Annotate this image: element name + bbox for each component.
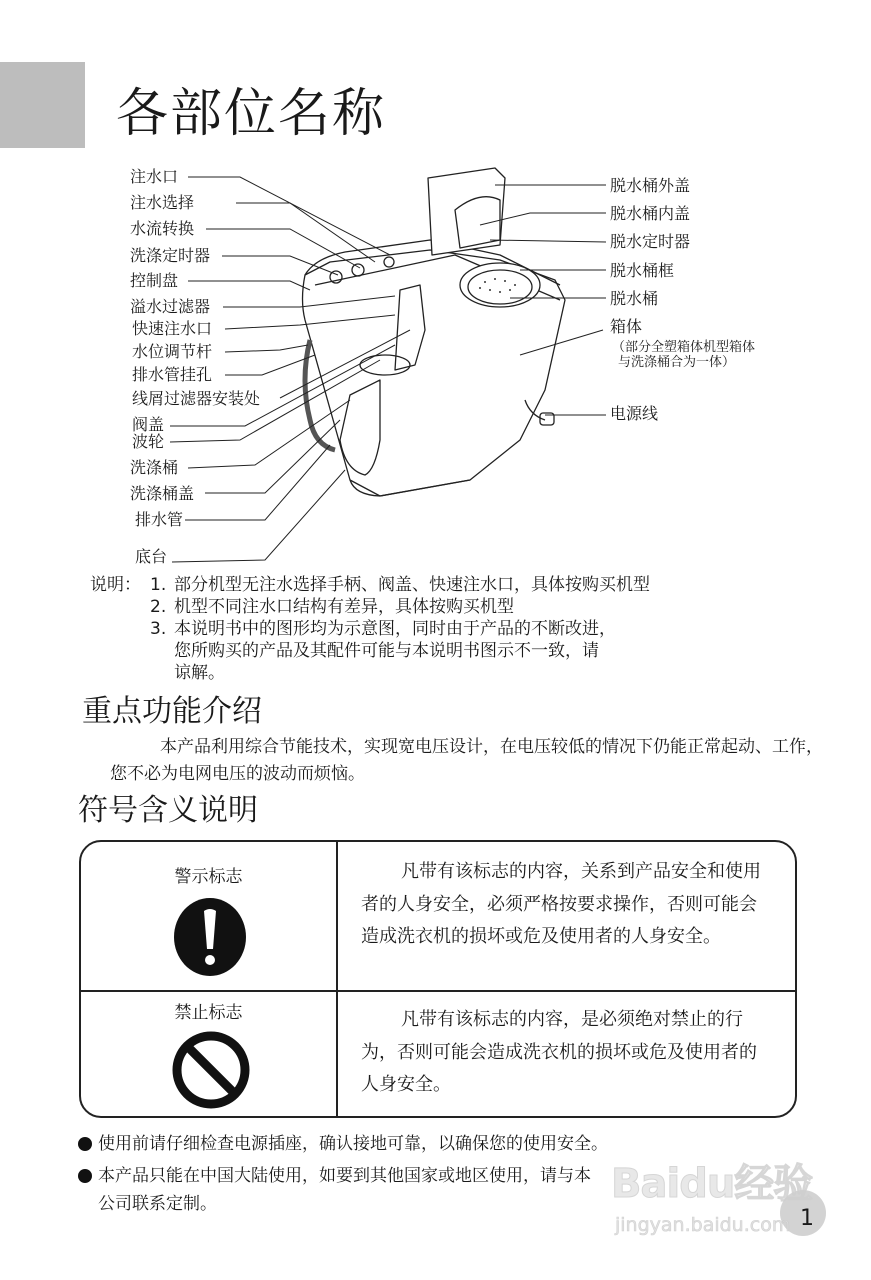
- note-text: 您所购买的产品及其配件可能与本说明书图示不一致，请: [174, 641, 599, 661]
- label-quick-inlet: 快速注水口: [132, 319, 213, 338]
- bullet-icon: [78, 1169, 92, 1183]
- label-pulsator: 波轮: [132, 432, 165, 451]
- symbol-description: 凡带有该标志的内容，关系到产品安全和使用者的人身安全，必须严格按要求操作，否则可能会造成洗衣机的损坏或危及使用者的人身安全。: [361, 861, 761, 947]
- baidu-watermark: [611, 1152, 831, 1252]
- bullet-icon: [78, 1137, 92, 1151]
- label-drain-hose: 排水管: [135, 510, 184, 529]
- label-spin-tub-frame: 脱水桶框: [610, 261, 675, 280]
- label-control-panel: 控制盘: [130, 271, 179, 290]
- symbols-heading: 符号含义说明: [78, 793, 258, 828]
- symbol-name: 警示标志: [174, 867, 243, 887]
- page-number: 1: [800, 1206, 814, 1231]
- features-body: 本产品利用综合节能技术，实现宽电压设计，在电压较低的情况下仍能正常起动、工作，您不必为电网电压的波动而烦恼。: [110, 737, 823, 784]
- label-lint-filter-mount: 线屑过滤器安装处: [132, 389, 261, 408]
- label-cabinet-note-1: （部分全塑箱体机型箱体: [612, 340, 756, 355]
- safety-bullets: [78, 1130, 608, 1218]
- washing-machine-illustration: [303, 168, 566, 496]
- label-spin-tub: 脱水桶: [610, 289, 659, 308]
- section-marker-tab: [0, 62, 85, 148]
- symbol-row-prohibition: [81, 992, 795, 1116]
- label-wash-tub-lid: 洗涤桶盖: [130, 484, 195, 503]
- label-valve-cover: 阀盖: [132, 415, 165, 434]
- label-water-select: 注水选择: [130, 193, 195, 212]
- prohibition-icon: [171, 1030, 251, 1110]
- note-number: 3.: [150, 619, 167, 639]
- label-water-level-lever: 水位调节杆: [132, 342, 213, 361]
- note-text: 机型不同注水口结构有差异，具体按购买机型: [174, 597, 514, 617]
- note-number: 1.: [150, 575, 167, 595]
- label-spin-timer: 脱水定时器: [610, 232, 691, 251]
- symbol-row-warning: [81, 842, 795, 992]
- bullet-text: 使用前请仔细检查电源插座，确认接地可靠，以确保您的使用安全。: [98, 1134, 608, 1154]
- note-text: 本说明书中的图形均为示意图，同时由于产品的不断改进，: [174, 619, 616, 639]
- label-wash-timer: 洗涤定时器: [130, 246, 211, 265]
- features-heading: 重点功能介绍: [82, 694, 262, 729]
- notes-prefix: 说明：: [90, 575, 141, 595]
- bullet-text: 本产品只能在中国大陆使用，如要到其他国家或地区使用，请与本: [98, 1166, 591, 1186]
- label-overflow-filter: 溢水过滤器: [130, 297, 211, 316]
- label-wash-tub: 洗涤桶: [130, 458, 179, 477]
- label-cabinet-note-2: 与洗涤桶合为一体）: [618, 355, 736, 370]
- label-water-inlet: 注水口: [130, 167, 179, 186]
- note-number: 2.: [150, 597, 167, 617]
- label-base: 底台: [135, 547, 168, 566]
- watermark-url: jingyan.baidu.com: [615, 1214, 791, 1236]
- bullet-text: 公司联系定制。: [98, 1194, 217, 1214]
- label-drain-hook-hole: 排水管挂孔: [132, 365, 213, 384]
- label-power-cord: 电源线: [610, 404, 659, 423]
- label-flow-switch: 水流转换: [130, 219, 195, 238]
- notes-block: [90, 574, 650, 684]
- symbols-table: [79, 840, 797, 1118]
- symbol-name: 禁止标志: [174, 1003, 243, 1023]
- symbol-description: 凡带有该标志的内容，是必须绝对禁止的行为，否则可能会造成洗衣机的损坏或危及使用者的人身安全。: [361, 1009, 757, 1095]
- note-text: 部分机型无注水选择手柄、阀盖、快速注水口，具体按购买机型: [174, 575, 650, 595]
- label-spin-outer-lid: 脱水桶外盖: [610, 176, 691, 195]
- warning-exclamation-icon: [173, 897, 247, 977]
- label-cabinet: 箱体: [610, 317, 643, 336]
- label-spin-inner-lid: 脱水桶内盖: [610, 204, 691, 223]
- page-title: 各部位名称: [116, 84, 387, 144]
- note-text: 谅解。: [174, 663, 225, 683]
- washing-machine-diagram: [0, 150, 871, 580]
- watermark-logo: Baidu经验: [611, 1161, 813, 1207]
